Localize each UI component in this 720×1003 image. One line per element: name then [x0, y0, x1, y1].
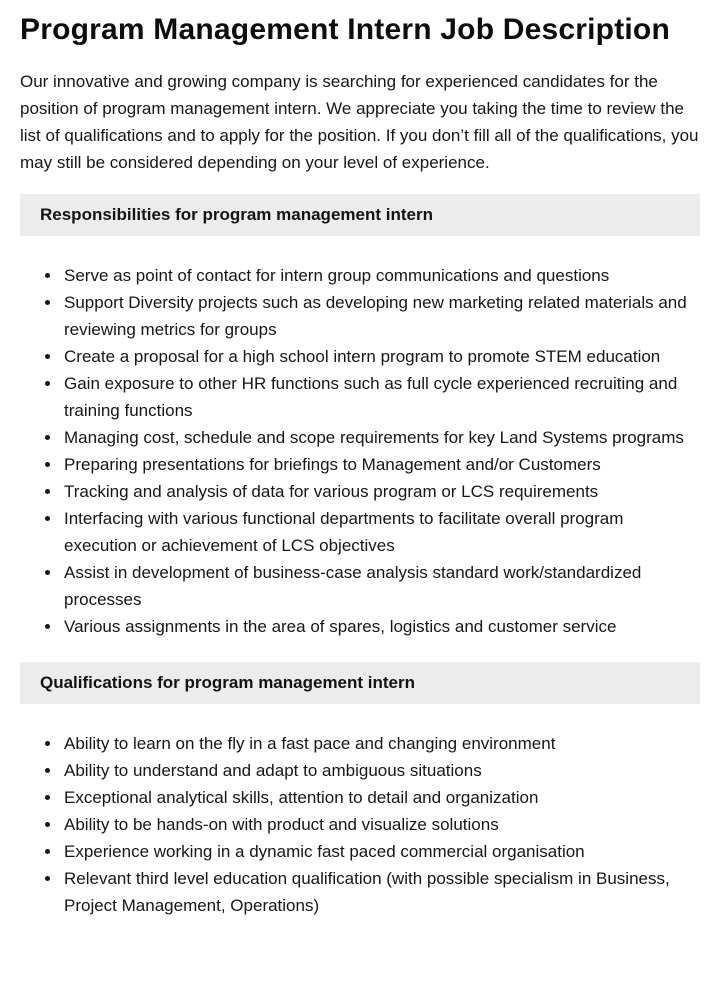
list-item: • Experience working in a dynamic fast paced commercial organisation	[62, 838, 700, 865]
list-item: • Ability to learn on the fly in a fast pace and changing environment	[62, 730, 700, 757]
responsibilities-heading: Responsibilities for program management intern	[20, 194, 700, 236]
list-item: • Ability to be hands-on with product and visualize solutions	[62, 811, 700, 838]
intro-paragraph: Our innovative and growing company is searching for experienced candidates for the position of program management intern. We appreciate you taking the time to review the list of qualifications and to apply for the position. If you don’t fill all of the qualifications, you may still be considered depending on your level of experience.	[20, 72, 699, 172]
qualifications-section	[20, 662, 700, 919]
list-item: • Gain exposure to other HR functions such as full cycle experienced recruiting and training functions	[62, 370, 700, 424]
list-item: • Support Diversity projects such as developing new marketing related materials and reviewing metrics for groups	[62, 289, 700, 343]
page-title: Program Management Intern Job Description	[20, 13, 670, 46]
list-item: • Ability to understand and adapt to ambiguous situations	[62, 757, 700, 784]
list-item: • Exceptional analytical skills, attention to detail and organization	[62, 784, 700, 811]
list-item: • Preparing presentations for briefings to Management and/or Customers	[62, 451, 700, 478]
list-item: • Assist in development of business-case analysis standard work/standardized processes	[62, 559, 700, 613]
list-item: • Tracking and analysis of data for various program or LCS requirements	[62, 478, 700, 505]
list-item: • Serve as point of contact for intern group communications and questions	[62, 262, 700, 289]
list-item: • Relevant third level education qualification (with possible specialism in Business, Project Management, Operations)	[62, 865, 700, 919]
list-item: • Create a proposal for a high school intern program to promote STEM education	[62, 343, 700, 370]
list-item: • Interfacing with various functional departments to facilitate overall program execution or achievement of LCS objectives	[62, 505, 700, 559]
list-item: • Managing cost, schedule and scope requirements for key Land Systems programs	[62, 424, 700, 451]
responsibilities-section	[20, 194, 700, 640]
list-item: • Various assignments in the area of spares, logistics and customer service	[62, 613, 700, 640]
qualifications-list	[20, 730, 700, 919]
responsibilities-list	[20, 262, 700, 640]
qualifications-heading: Qualifications for program management intern	[20, 662, 700, 704]
